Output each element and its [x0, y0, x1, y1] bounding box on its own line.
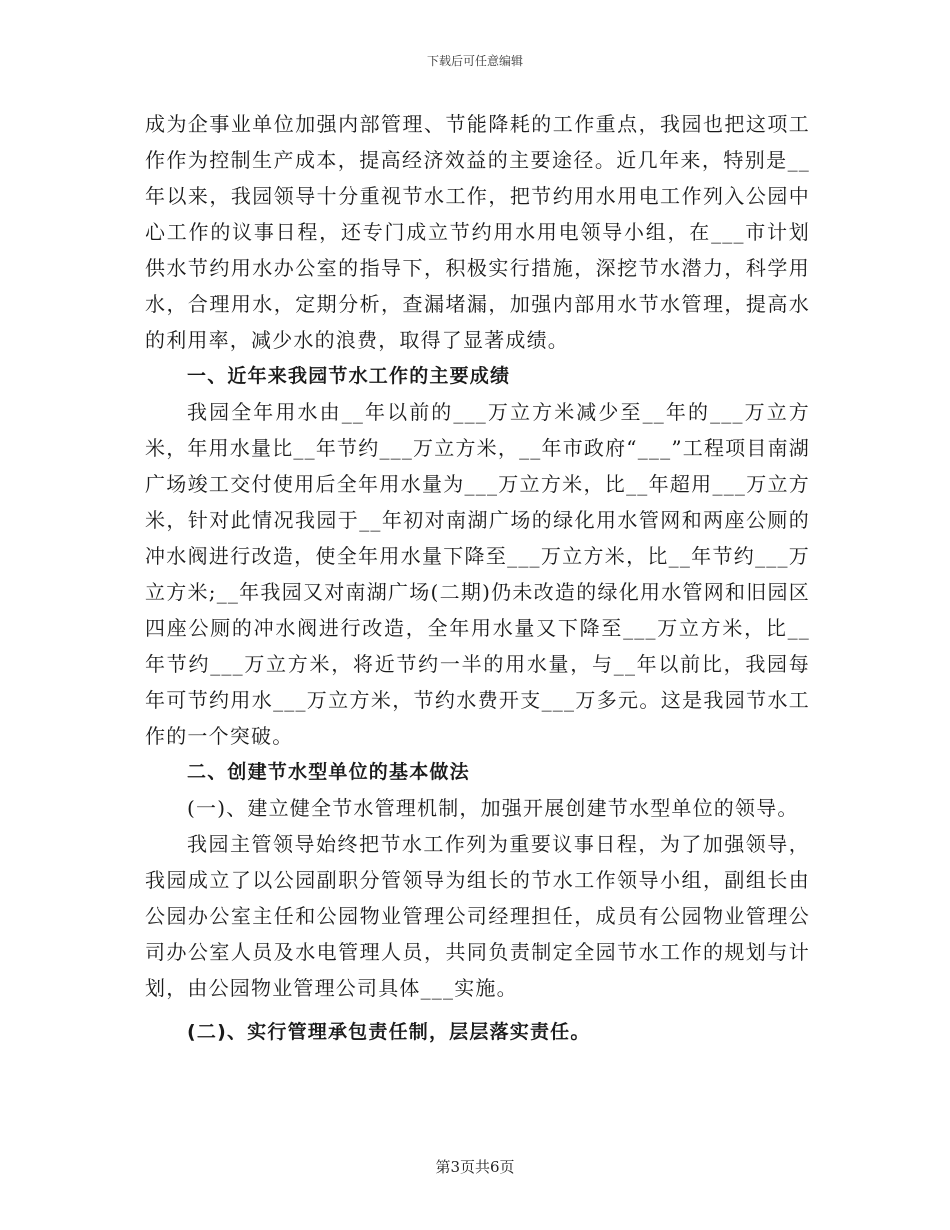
page-footer: 第3页共6页: [435, 1158, 515, 1176]
body-paragraph-2: 我园全年用水由__年以前的___万立方米减少至__年的___万立方米，年用水量比__年节约___万立方米，__年市政府“___”工程项目南湖广场竣工交付使用后全年用水量为___万立方米，比__年超用___万立方米，针对此情况我园于__年初对南湖广场的绿化用水管网和两座公厕的冲水阀进行改造，使全年用水量下降至___万立方米，比__年节约___万立方米;__年我园又对南湖广场(二期)仍未改造的绿化用水管网和旧园区四座公厕的冲水阀进行改造，全年用水量又下降至___万立方米，比__年节约___万立方米，将近节约一半的用水量，与__年以前比，我园每年可节约用水___万立方米，节约水费开支___万多元。这是我园节水工作的一个突破。: [145, 400, 810, 748]
section-heading-1: 一、近年来我园节水工作的主要成绩: [187, 365, 511, 387]
page-header: 下载后可任意编辑: [426, 54, 523, 68]
section-heading-2: 二、创建节水型单位的基本做法: [187, 761, 470, 783]
subsection-paragraph-1: (一)、建立健全节水管理机制，加强开展创建节水型单位的领导。: [187, 796, 799, 820]
document-body: [145, 106, 810, 1050]
body-paragraph-3: 我园主管领导始终把节水工作列为重要议事日程，为了加强领导，我园成立了以公园副职分管领导为组长的节水工作领导小组，副组长由公园办公室主任和公园物业管理公司经理担任，成员有公园物业管理公司办公室人员及水电管理人员，共同负责制定全园节水工作的规划与计划，由公园物业管理公司具体___实施。: [145, 832, 810, 1000]
subsection-heading-2: (二)、实行管理承包责任制，层层落实责任。: [187, 1021, 591, 1043]
body-paragraph-1: 成为企事业单位加强内部管理、节能降耗的工作重点，我园也把这项工作作为控制生产成本，提高经济效益的主要途径。近几年来，特别是__年以来，我园领导十分重视节水工作，把节约用水用电工作列入公园中心工作的议事日程，还专门成立节约用水用电领导小组，在___市计划供水节约用水办公室的指导下，积极实行措施，深挖节水潜力，科学用水，合理用水，定期分析，查漏堵漏，加强内部用水节水管理，提高水的利用率，减少水的浪费，取得了显著成绩。: [145, 112, 810, 352]
